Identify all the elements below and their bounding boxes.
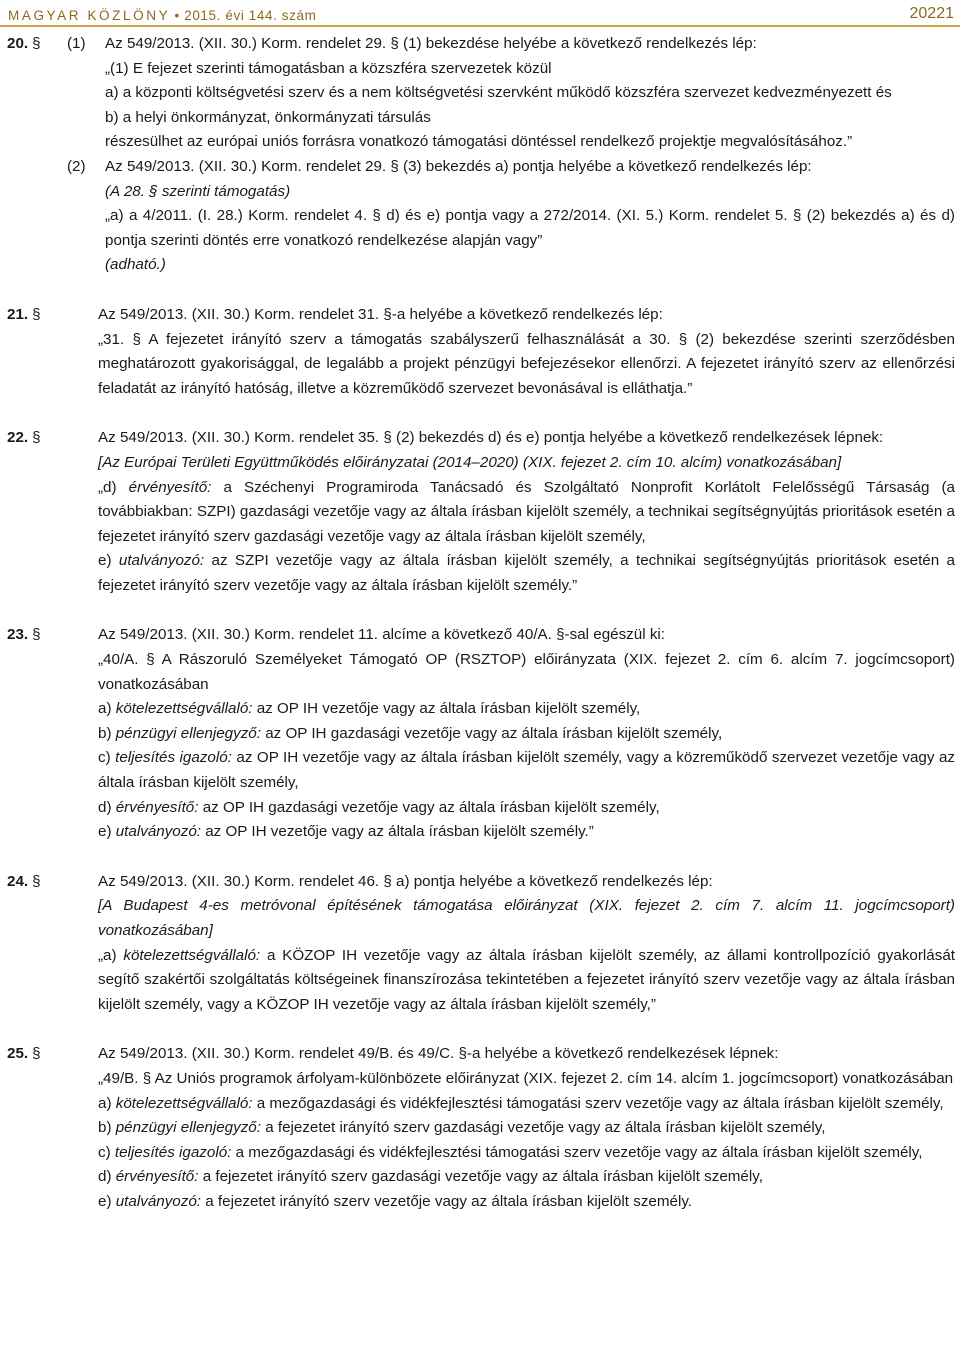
context-text: [A Budapest 4-es metróvonal építésének támogatása előirányzat (XIX. fejezet 2. cím 7. alcím 11. jogcímcsoport) vonatkozásában]	[98, 897, 955, 939]
term: teljesítés igazoló:	[115, 749, 232, 767]
quoted-text: „49/B. § Az Uniós programok árfolyam-különbözete előirányzat (XIX. fejezet 2. cím 14. alcím 1. jogcímcsoport) vonatkozásában	[98, 1069, 954, 1087]
section-symbol: §	[32, 1045, 41, 1063]
point-a: „a) kötelezettségvállaló: a KÖZOP IH vezetője vagy az általa írásban kijelölt személy, az állami kontrollpozíció gyakorlását segítő szakértői szolgáltatás költségeinek finanszírozása tekintetében a fejezetet irányító szerv vezetője vagy az általa írásban kijelölt személy, vagy a KÖZOP IH vezetője vagy az általa írásban kijelölt személy,”	[98, 946, 956, 1013]
term: utalványozó:	[115, 823, 202, 841]
paragraph-label: (2)	[67, 157, 86, 175]
page-header	[0, 0, 960, 26]
section-number: 22. §	[7, 429, 41, 447]
header-bullet: •	[174, 8, 185, 23]
paragraph-text: Az 549/2013. (XII. 30.) Korm. rendelet 35. § (2) bekezdés d) és e) pontja helyébe a következő rendelkezések lépnek:	[98, 429, 884, 447]
paragraph-text: Az 549/2013. (XII. 30.) Korm. rendelet 49/B. és 49/C. §-a helyébe a következő rendelkezések lépnek:	[98, 1045, 779, 1063]
paragraph-label: (1)	[67, 35, 86, 52]
paragraph-1	[67, 32, 955, 155]
quoted-text: „(1) E fejezet szerinti támogatásban a közszféra szervezetek közül	[105, 59, 552, 77]
quoted-text: „a) a 4/2011. (I. 28.) Korm. rendelet 4. § d) és e) pontja vagy a 272/2014. (XI. 5.) Korm. rendelet 5. § (2) bekezdés a) és d) pontja szerinti döntés erre vonatkozó rendelkezése alapján vagy”	[105, 207, 955, 249]
point-e: e) utalványozó: az SZPI vezetője vagy az általa írásban kijelölt személy, a technikai segítségnyújtás prioritások esetén a fejezetet irányító szerv vezetője vagy az általa írásban kijelölt személy.”	[98, 552, 955, 594]
term: érvényesítő:	[128, 478, 212, 496]
section-number: 23. §	[7, 626, 41, 644]
issue-label: 2015. évi 144. szám	[184, 8, 317, 23]
context-text: [Az Európai Területi Együttműködés előirányzatai (2014–2020) (XIX. fejezet 2. cím 10. alcím) vonatkozásában]	[98, 453, 842, 471]
page-number: 20221	[909, 5, 954, 22]
term: pénzügyi ellenjegyző:	[115, 724, 261, 742]
publication-title: MAGYAR KÖZLÖNY	[8, 8, 171, 23]
paragraph-text: Az 549/2013. (XII. 30.) Korm. rendelet 46. § a) pontja helyébe a következő rendelkezés lép:	[98, 872, 713, 890]
section-22	[7, 426, 955, 598]
point-b: b) pénzügyi ellenjegyző: az OP IH gazdasági vezetője vagy az általa írásban kijelölt személy,	[98, 724, 723, 742]
quoted-text: b) a helyi önkormányzat, önkormányzati társulás	[105, 108, 431, 126]
paragraph-text: Az 549/2013. (XII. 30.) Korm. rendelet 31. §-a helyébe a következő rendelkezés lép:	[98, 305, 663, 323]
document-body	[7, 32, 955, 1240]
term: utalványozó:	[118, 552, 205, 570]
point-d: d) érvényesítő: az OP IH gazdasági vezetője vagy az általa írásban kijelölt személy,	[98, 798, 660, 816]
point-b: b) pénzügyi ellenjegyző: a fejezetet irányító szerv gazdasági vezetője vagy az általa írásban kijelölt személy,	[98, 1119, 826, 1137]
term: kötelezettségvállaló:	[123, 946, 261, 964]
section-number: 20. §	[7, 35, 41, 52]
point-c: c) teljesítés igazoló: a mezőgazdasági és vidékfejlesztési támogatási szerv vezetője vagy az általa írásban kijelölt személy,	[98, 1143, 923, 1161]
section-symbol: §	[32, 305, 41, 323]
term: teljesítés igazoló:	[114, 1143, 232, 1161]
section-symbol: §	[32, 626, 41, 644]
section-23	[7, 623, 955, 844]
section-24	[7, 870, 955, 1018]
term: kötelezettségvállaló:	[115, 1094, 253, 1112]
point-d: „d) érvényesítő: a Széchenyi Programiroda Tanácsadó és Szolgáltató Nonprofit Korlátolt Felelősségű Társaság (a továbbiakban: SZPI) gazdasági vezetője vagy az általa írásban kijelölt személy, a technikai segítségnyújtás prioritások esetén a fejezetet irányító szerv gazdasági vezetője vagy az általa írásban kijelölt személy,	[98, 478, 955, 545]
point-e: e) utalványozó: az OP IH vezetője vagy az általa írásban kijelölt személy.”	[98, 823, 594, 841]
term: érvényesítő:	[115, 798, 199, 816]
section-number: 24. §	[7, 872, 41, 890]
paragraph-text: Az 549/2013. (XII. 30.) Korm. rendelet 29. § (3) bekezdés a) pontja helyébe a következő rendelkezés lép:	[105, 157, 812, 175]
paragraph-2	[67, 155, 955, 278]
paragraph-text: Az 549/2013. (XII. 30.) Korm. rendelet 29. § (1) bekezdése helyébe a következő rendelkezés lép:	[105, 35, 757, 52]
quoted-text: részesülhet az európai uniós forrásra vonatkozó támogatási döntéssel rendelkező projektje megvalósításához.”	[105, 133, 853, 151]
section-25	[7, 1042, 955, 1214]
point-c: c) teljesítés igazoló: az OP IH vezetője vagy az általa írásban kijelölt személy, vagy a közreműködő szervezet vezetője vagy az általa írásban kijelölt személy,	[98, 749, 955, 792]
quoted-text: „31. § A fejezetet irányító szerv a támogatás szabályszerű felhasználását a 30. § (2) bekezdése szerinti szerződésben meghatározott gyakorisággal, de legalább a projekt pénzügyi befejezésekor ellenőrzi. A fejezetet irányító szerv az ellenőrzési feladatát az irányító hatóság, illetve a közreműködő szervezet bevonásával is elláthatja.”	[98, 330, 955, 397]
point-d: d) érvényesítő: a fejezetet irányító szerv gazdasági vezetője vagy az általa írásban kijelölt személy,	[98, 1168, 763, 1186]
term: utalványozó:	[115, 1192, 202, 1210]
section-number: 21. §	[7, 305, 41, 323]
term: pénzügyi ellenjegyző:	[115, 1119, 261, 1137]
term: érvényesítő:	[115, 1168, 199, 1186]
header-rule	[0, 25, 960, 27]
section-20	[7, 32, 955, 278]
quoted-text: „40/A. § A Rászoruló Személyeket Támogató OP (RSZTOP) előirányzata (XIX. fejezet 2. cím 6. alcím 7. jogcímcsoport) vonatkozásában	[98, 651, 955, 693]
quoted-text: a) a központi költségvetési szerv és a nem költségvetési szervként működő közszféra szervezet kedvezményezett és	[105, 84, 892, 102]
section-21	[7, 303, 955, 401]
point-a: a) kötelezettségvállaló: a mezőgazdasági és vidékfejlesztési támogatási szerv vezetője vagy az általa írásban kijelölt személy,	[98, 1094, 944, 1112]
section-symbol: §	[32, 872, 41, 890]
term: kötelezettségvállaló:	[115, 700, 253, 718]
context-text: (A 28. § szerinti támogatás)	[105, 182, 291, 200]
paragraph-text: Az 549/2013. (XII. 30.) Korm. rendelet 11. alcíme a következő 40/A. §-sal egészül ki:	[98, 626, 666, 644]
section-symbol: §	[32, 35, 41, 52]
section-symbol: §	[32, 429, 41, 447]
section-number: 25. §	[7, 1045, 41, 1063]
point-e: e) utalványozó: a fejezetet irányító szerv vezetője vagy az általa írásban kijelölt személy.	[98, 1192, 693, 1210]
context-text: (adható.)	[105, 256, 166, 274]
point-a: a) kötelezettségvállaló: az OP IH vezetője vagy az általa írásban kijelölt személy,	[98, 700, 641, 718]
